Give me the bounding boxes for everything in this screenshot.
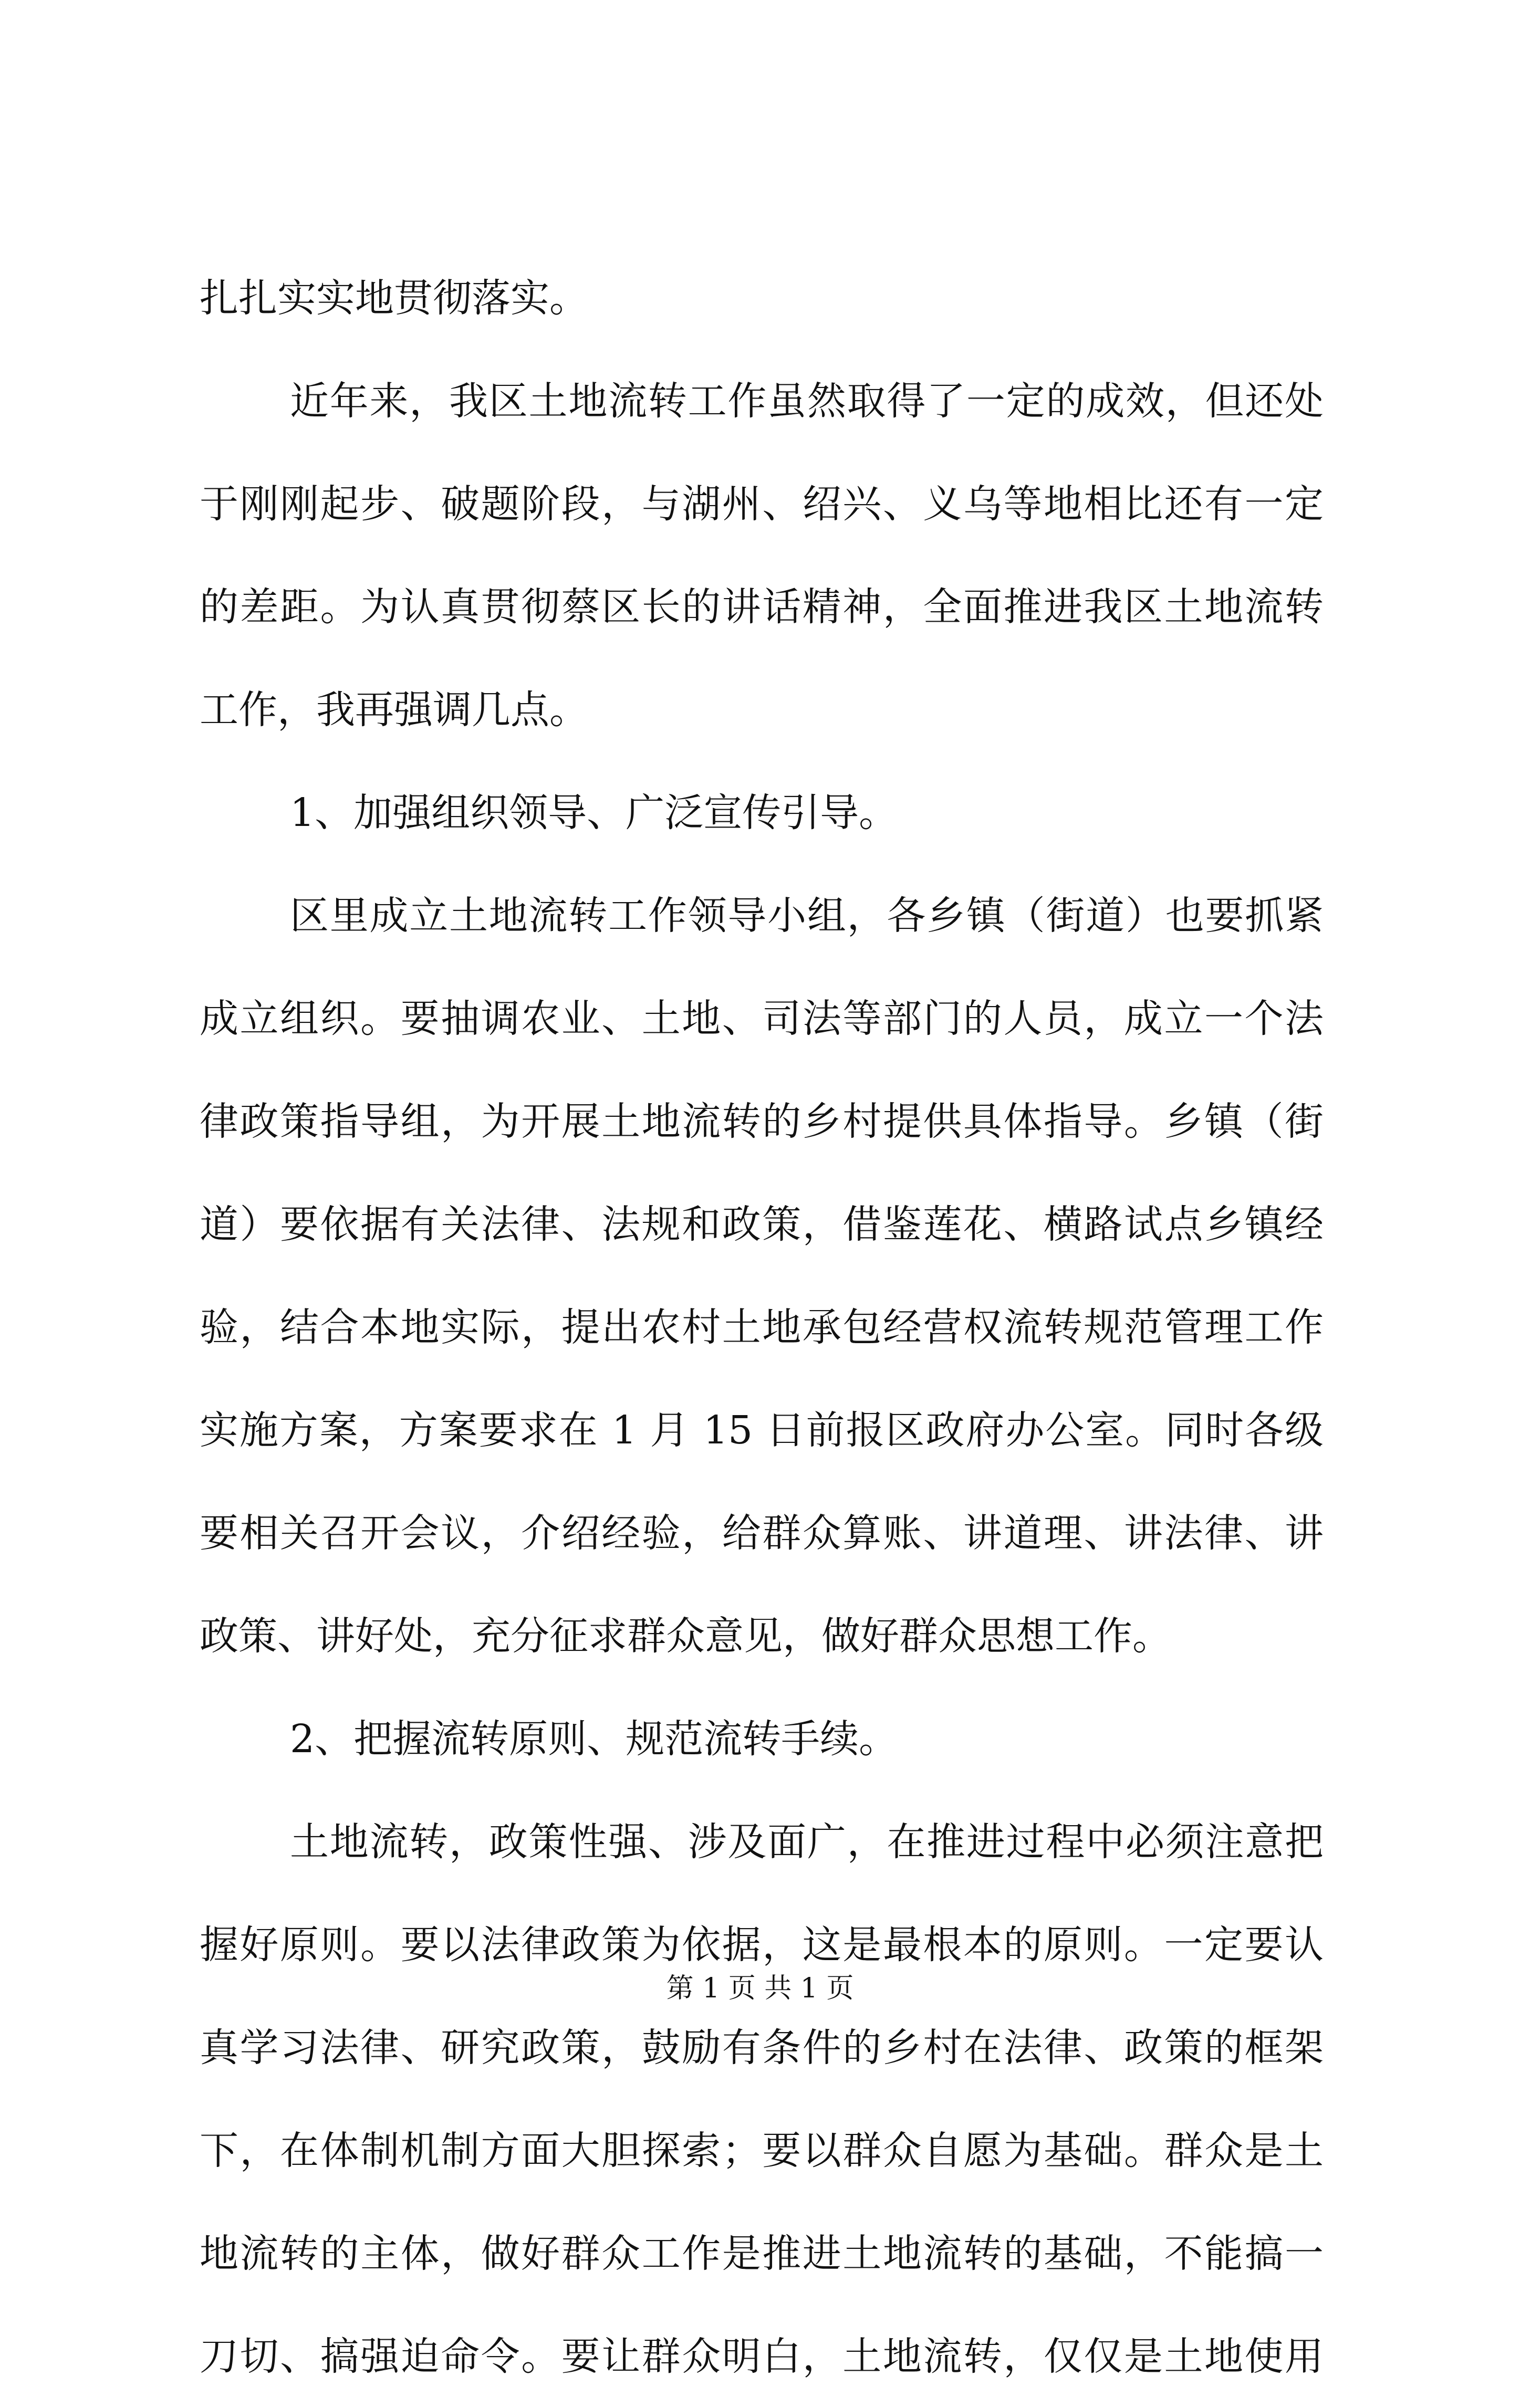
text-line: 1、加强组织领导、广泛宣传引导。 <box>290 790 898 835</box>
text-line: 政策、讲好处，充分征求群众意见，做好群众思想工作。 <box>200 1614 1171 1659</box>
text-line: 刀切、搞强迫命令。要让群众明白，土地流转，仅仅是土地使用 <box>200 2334 1324 2379</box>
text-line: 地流转的主体，做好群众工作是推进土地流转的基础，不能搞一 <box>200 2231 1324 2276</box>
text-line: 要相关召开会议，介绍经验，给群众算账、讲道理、讲法律、讲 <box>200 1511 1324 1556</box>
text-line: 的差距。为认真贯彻蔡区长的讲话精神，全面推进我区土地流转 <box>200 584 1324 630</box>
text-line: 下，在体制机制方面大胆探索；要以群众自愿为基础。群众是土 <box>200 2128 1324 2173</box>
text-line: 2、把握流转原则、规范流转手续。 <box>290 1716 898 1762</box>
text-line: 真学习法律、研究政策，鼓励有条件的乡村在法律、政策的框架 <box>200 2025 1324 2070</box>
text-line: 验，结合本地实际，提出农村土地承包经营权流转规范管理工作 <box>200 1305 1324 1350</box>
text-line: 区里成立土地流转工作领导小组，各乡镇（街道）也要抓紧 <box>290 893 1324 938</box>
text-line: 握好原则。要以法律政策为依据，这是最根本的原则。一定要认 <box>200 1922 1324 1967</box>
text-line: 扎扎实实地贯彻落实。 <box>200 276 588 321</box>
text-line: 成立组织。要抽调农业、土地、司法等部门的人员，成立一个法 <box>200 996 1324 1041</box>
text-line: 道）要依据有关法律、法规和政策，借鉴莲花、横路试点乡镇经 <box>200 1202 1324 1247</box>
document-body <box>200 247 1324 2408</box>
text-line: 近年来，我区土地流转工作虽然取得了一定的成效，但还处 <box>290 379 1324 424</box>
page-footer: 第 1 页 共 1 页 <box>666 1973 854 2004</box>
text-line: 土地流转，政策性强、涉及面广，在推进过程中必须注意把 <box>290 1819 1324 1865</box>
text-line: 律政策指导组，为开展土地流转的乡村提供具体指导。乡镇（街 <box>200 1099 1324 1144</box>
text-line: 实施方案，方案要求在 1 月 15 日前报区政府办公室。同时各级 <box>200 1408 1324 1453</box>
text-line: 于刚刚起步、破题阶段，与湖州、绍兴、义乌等地相比还有一定 <box>200 481 1324 527</box>
text-line: 工作，我再强调几点。 <box>200 687 588 732</box>
